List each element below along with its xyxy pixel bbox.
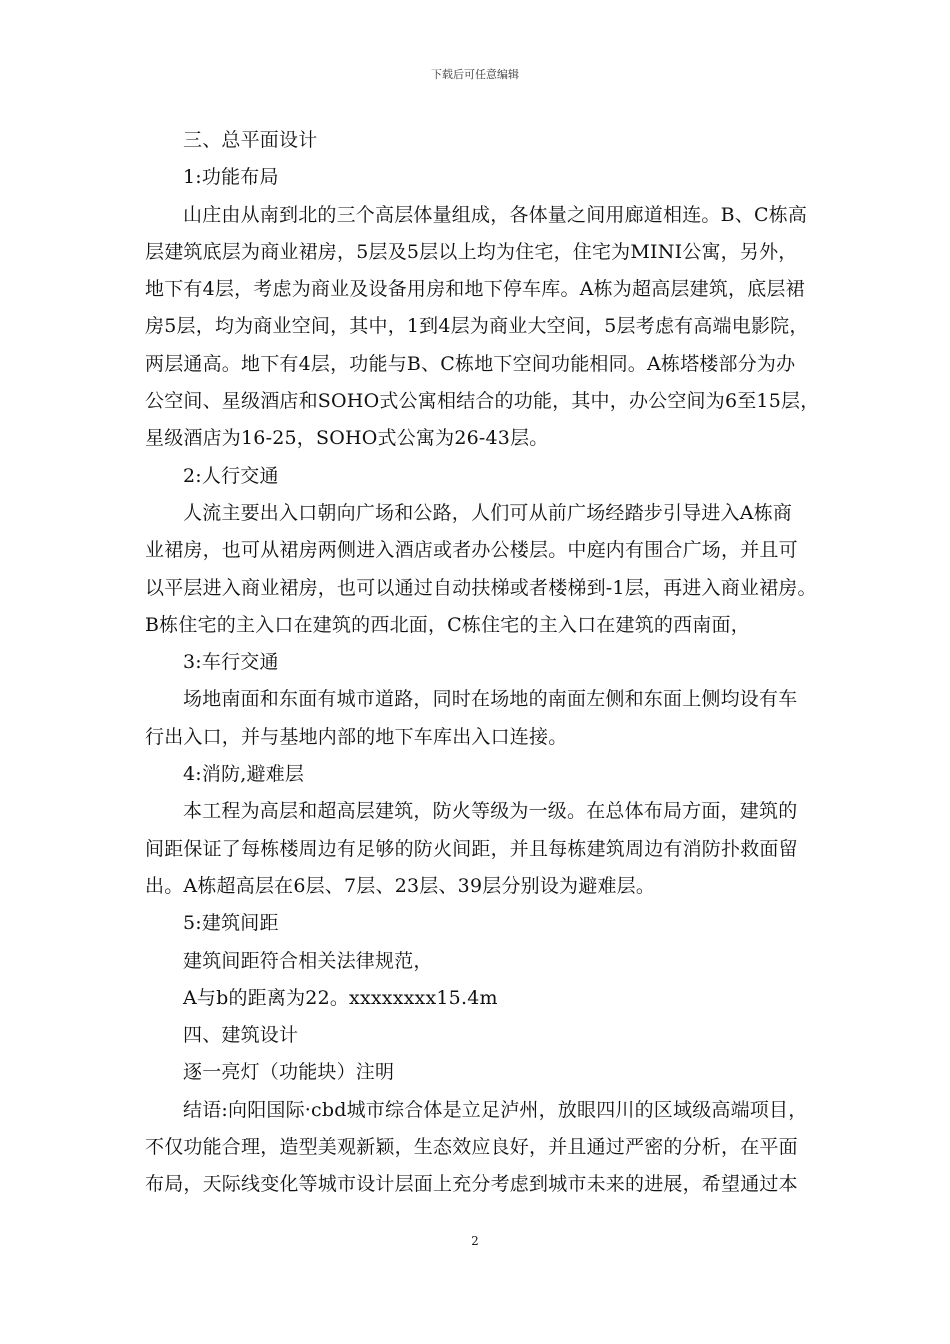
text-line: 建筑间距符合相关法律规范， [183, 949, 433, 972]
text-line: 四、建筑设计 [183, 1024, 299, 1047]
text-line: 业裙房，也可从裙房两侧进入酒店或者办公楼层。中庭内有围合广场，并且可 [145, 539, 798, 562]
text-line: B栋住宅的主入口在建筑的西北面，C栋住宅的主入口在建筑的西南面， [145, 613, 750, 636]
text-line: 本工程为高层和超高层建筑，防火等级为一级。在总体布局方面，建筑的 [183, 800, 798, 823]
text-line: 星级酒店为16-25，SOHO式公寓为26-43层。 [145, 427, 549, 450]
text-line: 层建筑底层为商业裙房，5层及5层以上均为住宅，住宅为MINI公寓，另外， [145, 240, 798, 263]
page-number: 2 [471, 1234, 479, 1248]
text-line: 山庄由从南到北的三个高层体量组成，各体量之间用廊道相连。B、C栋高 [183, 203, 808, 226]
text-line: 不仅功能合理，造型美观新颖，生态效应良好，并且通过严密的分析，在平面 [145, 1136, 798, 1159]
text-line: 三、总平面设计 [183, 129, 318, 151]
text-line: 房5层，均为商业空间，其中，1到4层为商业大空间，5层考虑有高端电影院， [145, 315, 809, 338]
text-line: 结语:向阳国际·cbd城市综合体是立足泸州，放眼四川的区域级高端项目， [183, 1098, 808, 1121]
text-line: 逐一亮灯（功能块）注明 [183, 1061, 395, 1084]
text-line: 人流主要出入口朝向广场和公路，人们可从前广场经踏步引导进入A栋商 [183, 501, 793, 524]
text-line: 3:车行交通 [183, 651, 279, 674]
text-line: 5:建筑间距 [183, 912, 279, 935]
document-body [145, 122, 825, 1204]
text-line: 出。A栋超高层在6层、7层、23层、39层分别设为避难层。 [145, 874, 656, 897]
text-line: 场地南面和东面有城市道路，同时在场地的南面左侧和东面上侧均设有车 [183, 688, 798, 711]
page-header-note: 下载后可任意编辑 [431, 68, 519, 81]
text-line: A与b的距离为22。xxxxxxxx15.4m [183, 986, 498, 1009]
text-line: 1:功能布局 [183, 166, 279, 189]
text-line: 公空间、星级酒店和SOHO式公寓相结合的功能，其中，办公空间为6至15层， [145, 390, 820, 413]
text-line: 布局，天际线变化等城市设计层面上充分考虑到城市未来的进展，希望通过本 [145, 1173, 798, 1196]
text-line: 以平层进入商业裙房，也可以通过自动扶梯或者楼梯到-1层，再进入商业裙房。 [145, 576, 817, 599]
text-line: 2:人行交通 [183, 464, 279, 487]
text-line: 4:消防,避难层 [183, 763, 305, 786]
text-line: 间距保证了每栋楼周边有足够的防火间距，并且每栋建筑周边有消防扑救面留 [145, 837, 798, 860]
text-line: 地下有4层，考虑为商业及设备用房和地下停车库。A栋为超高层建筑，底层裙 [145, 278, 805, 301]
text-line: 行出入口，并与基地内部的地下车库出入口连接。 [145, 725, 568, 748]
text-line: 两层通高。地下有4层，功能与B、C栋地下空间功能相同。A栋塔楼部分为办 [145, 352, 796, 375]
